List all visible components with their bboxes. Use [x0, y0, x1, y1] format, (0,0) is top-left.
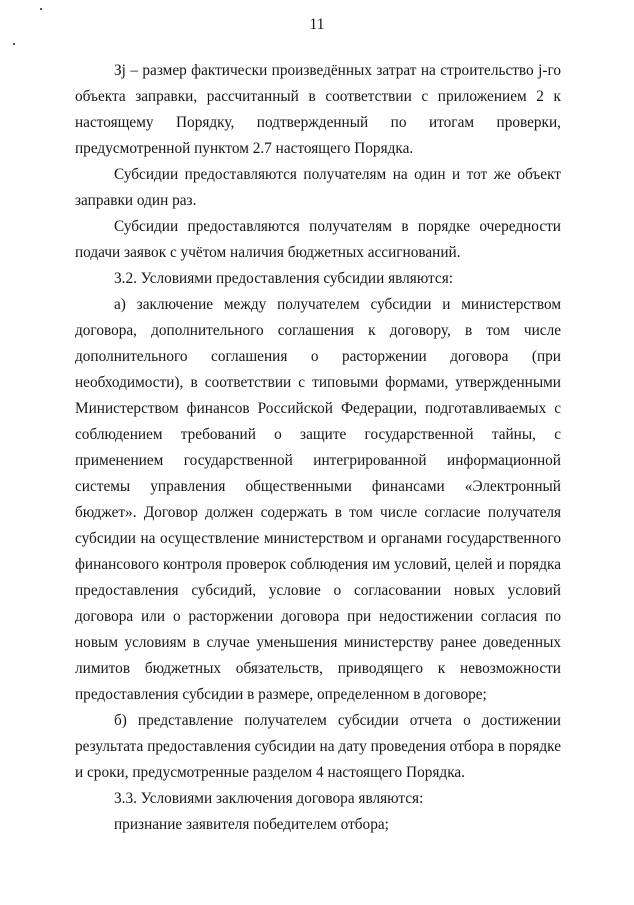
paragraph-section-3-2: 3.2. Условиями предоставления субсидии являются: — [114, 270, 454, 287]
paragraph-subsidy-order: Субсидии предоставляются получателям в порядке очередности подачи заявок с учётом наличия бюджетных ассигнований. — [75, 218, 561, 261]
paragraph-item-b: б) представление получателем субсидии отчета о достижении результата предоставления субсидии на дату проведения отбора в порядке и сроки, предусмотренные разделом 4 настоящего Порядка. — [75, 712, 561, 781]
scan-speck — [40, 8, 42, 10]
paragraph-item-a: а) заключение между получателем субсидии и министерством договора, дополнительного соглашения к договору, в том числе дополнительного соглашения о расторжении договора (при необходимости), в соответствии с типовыми формами, утвержденными Министерством финансов Российской Федерации, подготавливаемых с соблюдением требований о защите государственной тайны, с применением государственной интегрированной информационной системы управления общественными финансами «Электронный бюджет». Договор должен содержать в том числе согласие получателя субсидии на осуществление министерством и органами государственного финансового контроля проверок соблюдения им условий, целей и порядка предоставления субсидий, условие о согласовании новых условий договора или о расторжении договора при недостижении согласия по новым условиям в случае уменьшения министерству ранее доведенных лимитов бюджетных обязательств, приводящего к невозможности предоставления субсидии в размере, определенном в договоре; — [75, 296, 561, 703]
paragraph-cost-definition: Зj – размер фактически произведённых затрат на строительство j-го объекта заправки, рассчитанный в соответствии с приложением 2 к настоящему Порядку, подтвержденный по итогам проверки, предусмотренной пунктом 2.7 настоящего Порядка. — [75, 62, 561, 157]
page-number: 11 — [309, 16, 325, 33]
document-text — [75, 58, 561, 838]
paragraph-section-3-3: 3.3. Условиями заключения договора являются: — [114, 790, 424, 807]
paragraph-winner-recognition: признание заявителя победителем отбора; — [114, 816, 389, 833]
scan-speck — [13, 43, 15, 45]
paragraph-subsidy-once: Субсидии предоставляются получателям на один и тот же объект заправки один раз. — [75, 166, 561, 209]
